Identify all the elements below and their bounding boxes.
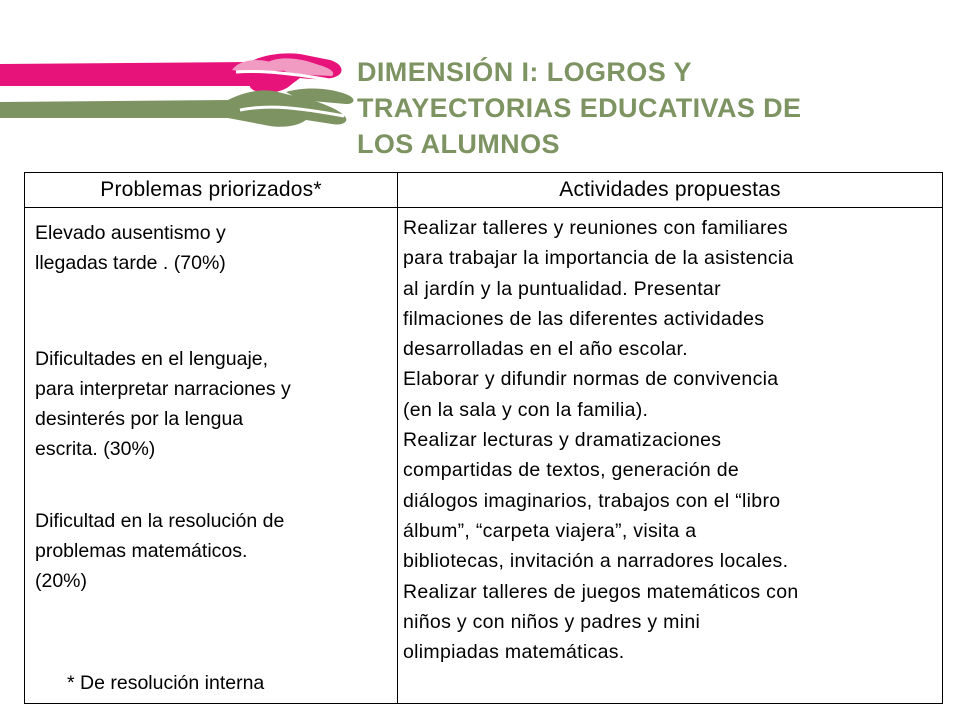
activity-line: filmaciones de las diferentes actividades	[403, 307, 765, 330]
problem-line: para interpretar narraciones y	[35, 378, 291, 400]
activity-line: diálogos imaginarios, trabajos con el “libro	[403, 489, 781, 512]
activity-line: (en la sala y con la familia).	[403, 398, 649, 421]
activity-line: al jardín y la puntualidad. Presentar	[403, 277, 721, 300]
problem-item-absenteeism	[35, 218, 391, 278]
problem-line: llegadas tarde . (70%)	[35, 252, 226, 274]
problem-line: desinterés por la lengua	[35, 408, 244, 430]
slide-title	[357, 54, 917, 162]
slide-title-line: DIMENSIÓN I: LOGROS Y	[357, 57, 692, 87]
header-activities: Actividades propuestas	[398, 173, 943, 208]
problem-item-math	[35, 506, 391, 596]
activity-line: Realizar lecturas y dramatizaciones	[403, 429, 722, 452]
problems-activities-table	[24, 172, 943, 704]
activity-line: compartidas de textos, generación de	[403, 459, 739, 482]
activity-line: para trabajar la importancia de la asistencia	[403, 247, 794, 270]
problem-line: Elevado ausentismo y	[35, 222, 226, 244]
problems-cell	[25, 208, 398, 704]
activity-line: Realizar talleres de juegos matemáticos con	[403, 580, 799, 603]
slide-title-line: TRAYECTORIAS EDUCATIVAS DE	[357, 93, 802, 123]
activity-line: Elaborar y difundir normas de convivencia	[403, 368, 779, 391]
activity-line: desarrolladas en el año escolar.	[403, 338, 688, 361]
problem-line: Dificultad en la resolución de	[35, 510, 285, 532]
slide-title-line: LOS ALUMNOS	[357, 129, 560, 159]
problem-line: (20%)	[35, 570, 88, 592]
problem-line: problemas matemáticos.	[35, 540, 248, 562]
problem-item-language	[35, 344, 391, 464]
problem-line: Dificultades en el lenguaje,	[35, 348, 269, 370]
problem-line: escrita. (30%)	[35, 438, 156, 460]
activity-line: bibliotecas, invitación a narradores locales.	[403, 550, 789, 573]
header-problems: Problemas priorizados*	[25, 173, 398, 208]
table-header-row	[25, 173, 943, 208]
table-row	[25, 208, 943, 704]
activity-line: niños y con niños y padres y mini	[403, 610, 701, 633]
activities-cell	[398, 208, 943, 704]
activity-line: álbum”, “carpeta viajera”, visita a	[403, 519, 697, 542]
activity-line: Realizar talleres y reuniones con familiares	[403, 217, 788, 239]
activities-list	[398, 208, 942, 667]
activity-line: olimpiadas matemáticas.	[403, 641, 625, 664]
footnote: * De resolución interna	[67, 672, 265, 694]
